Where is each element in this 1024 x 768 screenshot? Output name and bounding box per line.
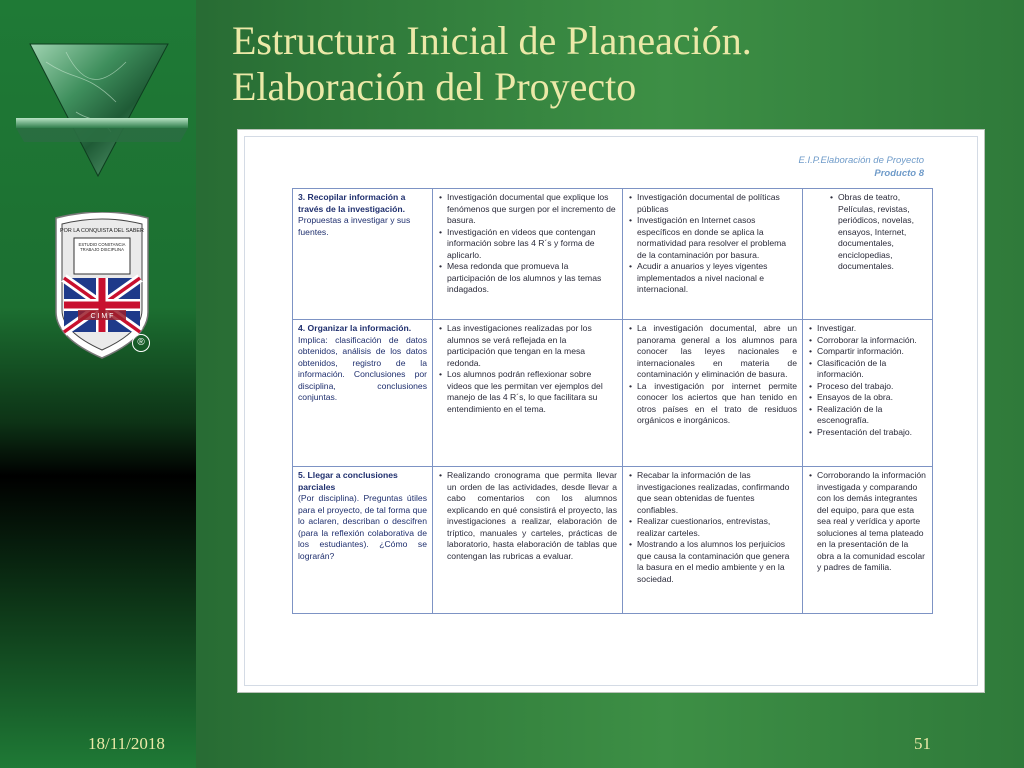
research-cell <box>623 467 803 614</box>
logo-book-text: ESTUDIO CONSTANCIA TRABAJO DISCIPLINA <box>78 242 126 252</box>
list-item: • Clasificación de la información. <box>817 358 927 381</box>
stage-description: Implica: clasificación de datos obtenidos, análisis de los datos obtenidos, registro de la información. Conclusiones por disciplina, conclusiones conjuntas. <box>298 334 427 402</box>
document-header-line2: Producto 8 <box>874 168 924 179</box>
logo-banner-text: POR LA CONQUISTA DEL SABER <box>60 228 144 234</box>
slide-title <box>232 18 992 110</box>
sources-cell <box>803 467 933 614</box>
list-item: • Investigación documental de políticas públicas <box>637 192 797 215</box>
activities-cell <box>433 320 623 467</box>
sources-cell <box>803 189 933 320</box>
list-item: • Obras de teatro, Películas, revistas, periódicos, novelas, ensayos, Internet, documentales, enciclopedias, documentales. <box>838 192 927 273</box>
stage-cell <box>293 467 433 614</box>
sources-cell <box>803 320 933 467</box>
list-item: • Mesa redonda que promueva la participación de los alumnos y las temas indagados. <box>447 261 617 296</box>
slide-title-line2: Elaboración del Proyecto <box>232 64 637 109</box>
list-item: • Investigación en videos que contengan información sobre las 4 R´s y forma de aplicarlo. <box>447 227 617 262</box>
stage-description: Propuestas a investigar y sus fuentes. <box>298 215 411 237</box>
logo-brand-text: C I M F <box>90 313 114 320</box>
research-cell <box>623 189 803 320</box>
list-item: • Recabar la información de las investigaciones realizadas, confirmando que sean obtenidas de fuentes confiables. <box>637 470 797 516</box>
table-row <box>293 320 933 467</box>
document-header-line1: E.I.P.Elaboración de Proyecto <box>798 155 924 166</box>
list-item: • La investigación documental, abre un panorama general a los alumnos para conocer las leyes nacionales e internacionales en materia de contaminación y eliminación de basura. <box>637 323 797 381</box>
list-item: • La investigación por internet permite conocer los aciertos que han tenido en otros países en el trato de residuos orgánicos e inorgánicos. <box>637 381 797 427</box>
list-item: • Las investigaciones realizadas por los alumnos se verá reflejada en la participación que tengan en la mesa redonda. <box>447 323 617 369</box>
list-item: • Realización de la escenografía. <box>817 404 927 427</box>
slide-page-number: 51 <box>914 734 931 753</box>
registered-mark-icon: ® <box>132 334 150 352</box>
list-item: • Presentación del trabajo. <box>817 427 927 439</box>
document-header <box>798 154 924 180</box>
list-item: • Corroborar la información. <box>817 335 927 347</box>
list-item: • Los alumnos podrán reflexionar sobre videos que les permitan ver ejemplos del manejo de las 4 R´s, lo que facilitara su entendimiento en el tema. <box>447 369 617 415</box>
stage-cell <box>293 189 433 320</box>
table-row <box>293 467 933 614</box>
list-item: • Acudir a anuarios y leyes vigentes implementados a nivel nacional e internacional. <box>637 261 797 296</box>
activities-cell <box>433 467 623 614</box>
research-cell <box>623 320 803 467</box>
stage-cell <box>293 320 433 467</box>
activities-cell <box>433 189 623 320</box>
list-item: • Realizar cuestionarios, entrevistas, realizar carteles. <box>637 516 797 539</box>
stage-description: (Por disciplina). Preguntas útiles para el proyecto, de tal forma que lo aclaren, describan o descifren (para la reflexión colaborativa de los estudiantes). ¿Cómo se lograrán? <box>298 493 427 561</box>
list-item: • Corroborando la información investigada y comparando con los demás integrantes del equipo, para que esta sea real y verídica y aporte soluciones al tema plateado en la presentación de la obra a la comunidad escolar y padres de familia. <box>817 470 927 574</box>
slide-date: 18/11/2018 <box>88 734 165 753</box>
stage-heading: 5. Llegar a conclusiones parciales <box>298 470 398 492</box>
list-item: • Proceso del trabajo. <box>817 381 927 393</box>
list-item: • Ensayos de la obra. <box>817 392 927 404</box>
planning-table <box>292 188 933 614</box>
list-item: • Investigación en Internet casos específicos en donde se aplica la normatividad para resolver el problema de la contaminación por basura. <box>637 215 797 261</box>
list-item: • Mostrando a los alumnos los perjuicios que causa la contaminación que genera la basura en el medio ambiente y en la sociedad. <box>637 539 797 585</box>
stage-heading: 3. Recopilar información a través de la investigación. <box>298 192 406 214</box>
marble-triangle-icon <box>16 42 188 182</box>
list-item: • Investigación documental que explique los fenómenos que surgen por el incremento de basura. <box>447 192 617 227</box>
list-item: • Realizando cronograma que permita llevar un orden de las actividades, desde llevar a cabo comentarios con los alumnos explicando en qué consistirá el proyecto, las investigaciones a realizar, elaboración de tríptico, manuales y carteles, prácticas de laboratorio, hasta elaboración de tablas que contengan las rubricas a evaluar. <box>447 470 617 562</box>
stage-heading: 4. Organizar la información. <box>298 323 412 333</box>
list-item: • Investigar. <box>817 323 927 335</box>
slide-title-line1: Estructura Inicial de Planeación. <box>232 18 752 63</box>
table-row <box>293 189 933 320</box>
list-item: • Compartir información. <box>817 346 927 358</box>
document-image <box>238 130 984 692</box>
